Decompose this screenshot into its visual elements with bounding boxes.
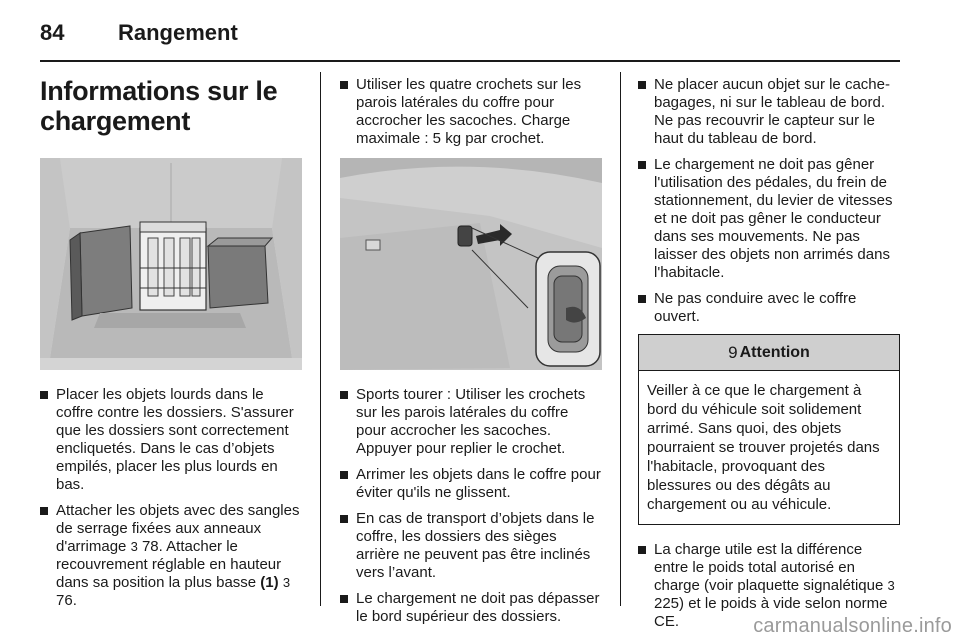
column-divider <box>320 72 321 606</box>
page-number: 84 <box>40 20 65 45</box>
warning-triangle-icon: 9 <box>728 342 738 362</box>
warning-header <box>639 335 899 371</box>
square-bullet-icon <box>40 391 48 399</box>
reference-arrow-icon: 3 <box>282 575 291 590</box>
warning-box <box>638 334 900 525</box>
list-item: Le chargement ne doit pas dépasser le bord supérieur des dossiers. <box>340 590 602 626</box>
square-bullet-icon <box>638 546 646 554</box>
list-item: Sports tourer : Utiliser les crochets sur les parois latérales du coffre pour accrocher les sacoches. Appuyer pour replier le crochet. <box>340 386 602 458</box>
cabin-rules-list <box>638 76 900 326</box>
list-item: Attacher les objets avec des sangles de serrage fixées aux anneaux d'arrimage 3 78. Attacher le recouvrement réglable en hauteur dans sa position la plus basse (1) 3 76. <box>40 502 302 610</box>
page-reference[interactable]: 76 <box>56 592 73 609</box>
list-item: Utiliser les quatre crochets sur les parois latérales du coffre pour accrocher les sacoches. Charge maximale : 5 kg par crochet. <box>340 76 602 148</box>
header-rule <box>40 60 900 62</box>
list-item: Arrimer les objets dans le coffre pour éviter qu'ils ne glissent. <box>340 466 602 502</box>
column-divider <box>620 72 621 606</box>
list-item: En cas de transport d’objets dans le coffre, les dossiers des sièges arrière ne peuvent pas être inclinés vers l’avant. <box>340 510 602 582</box>
section-title: Rangement <box>118 20 238 45</box>
square-bullet-icon <box>340 391 348 399</box>
reference-arrow-icon: 3 <box>130 539 138 554</box>
trunk-rules-list <box>340 386 602 626</box>
warning-title: Attention <box>739 343 810 361</box>
page-reference[interactable]: 225 <box>654 595 680 612</box>
square-bullet-icon <box>340 471 348 479</box>
square-bullet-icon <box>340 81 348 89</box>
warning-text: Veiller à ce que le chargement à bord du véhicule soit solidement arrimé. Sans quoi, des objets pourraient se trouver projetés dans l'habitacle, provoquant des blessures ou des dégâts au chargement ou au véhicule. <box>647 382 880 513</box>
watermark: carmanualsonline.info <box>753 615 952 637</box>
trunk-hook-illustration <box>340 158 602 370</box>
callout-number: (1) <box>260 574 279 591</box>
reference-arrow-icon: 3 <box>887 578 895 593</box>
list-item: Le chargement ne doit pas gêner l'utilisation des pédales, du frein de stationnement, du levier de vitesses et ne doit pas gêner le conducteur dans ses mouvements. Ne pas laisser des objets non arrimés dans l'habitacle. <box>638 156 900 282</box>
page-header <box>40 14 900 58</box>
square-bullet-icon <box>340 515 348 523</box>
square-bullet-icon <box>40 507 48 515</box>
column-3 <box>638 76 900 639</box>
page-title: Informations sur le chargement <box>40 76 278 136</box>
list-item: La charge utile est la différence entre le poids total autorisé en charge (voir plaquette signalétique 3 225) et le poids à vide selon norme CE. <box>638 541 900 631</box>
square-bullet-icon <box>638 295 646 303</box>
hook-tips-list <box>340 76 602 148</box>
list-item: Placer les objets lourds dans le coffre contre les dossiers. S'assurer que les dossiers sont correctement encliquetés. Dans le cas d’objets empilés, placer les plus lourds en bas. <box>40 386 302 494</box>
list-item: Ne pas conduire avec le coffre ouvert. <box>638 290 900 326</box>
loading-tips-list <box>40 386 302 610</box>
square-bullet-icon <box>638 81 646 89</box>
list-item: Ne placer aucun objet sur le cache-bagages, ni sur le tableau de bord. Ne pas recouvrir le capteur sur le haut du tableau de bord. <box>638 76 900 148</box>
square-bullet-icon <box>638 161 646 169</box>
trunk-loading-illustration <box>40 158 302 370</box>
square-bullet-icon <box>340 595 348 603</box>
page-reference[interactable]: 78 <box>141 538 159 555</box>
column-1 <box>40 76 302 618</box>
column-2 <box>340 76 602 634</box>
